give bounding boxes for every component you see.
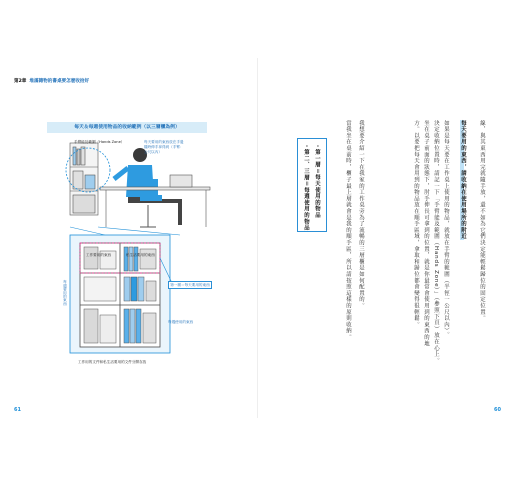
bottom-caption: 工作用的文件和私生活要用的文件分開存放 (78, 360, 147, 364)
page-number-left: 61 (14, 407, 21, 413)
body-column-1: 線，與其東西用完就隨手放，還不如為它們決定能輕鬆歸位的固定位置。 (479, 120, 485, 322)
private-items-label: 私生活要用的東西 (126, 253, 155, 257)
figure-title: 每天＆每週使用物品的收納範例（以三層櫃為例） (47, 122, 207, 133)
section-heading-text: 每天要用的東西，請收納在使用場所的附近 (460, 120, 466, 240)
figure-illustration (30, 135, 220, 375)
body-column-5: 坐在桌子前面的狀態下，肘手伸長可拿到的位置，就是你最常會使用到的東西的地 (423, 120, 429, 347)
page-gutter (257, 58, 258, 418)
chapter-title: 堆滿雜物的書桌要怎麼收拾好 (29, 79, 90, 84)
hands-zone-label: 手臂能及範圍（Hands Zone） (74, 140, 125, 144)
bullet-item-1: ・第一層＝每天使用的物品 (314, 143, 320, 219)
body-column-3: 如果是每天要在工作桌上使用的物品，就放在手臂的範圍（半徑一公尺以內）。 (443, 120, 449, 338)
reach-note-line1: 每天要用的東西放在手邊 (144, 140, 184, 144)
chapter-label: 第2章 (14, 79, 27, 84)
body-column-8: 當我坐在桌前時，櫃子最上層就會是我的順手區，所以請按照這樣的原則收納。 (345, 120, 351, 341)
weekly-side-label: 每週要用的東西 (63, 280, 68, 306)
daily-upper-label: 第一層＝每天要用的東西 (168, 281, 212, 289)
body-column-6: 方。以要把每天會用到的物品放在順手區域，拿取和歸位都會變得很輕鬆。 (413, 120, 419, 328)
bookshelf-illustration (70, 143, 98, 215)
weekly-lower-label: 每週使用的東西 (168, 320, 194, 324)
reach-note-line3: 公尺以內） (144, 150, 162, 154)
reach-note-line2: 隨時伸手拿得到（手臂： (144, 145, 184, 149)
section-heading (460, 120, 466, 375)
bullet-list-box (297, 138, 327, 232)
body-column-7: 我想要介紹一下在我家的工作桌旁為了流暢的三層櫃是如何配置的。 (358, 120, 364, 309)
work-items-label: 工作要用的東西 (86, 253, 112, 257)
right-page (258, 58, 505, 418)
body-column-4: 決定收納位置時，請記一下「手臂能及範圍（Hands Zone）」（參照下頁）放在心上。 (433, 120, 439, 364)
bullet-item-2: ・第二、三層＝每週使用的物品 (303, 143, 309, 232)
running-head (14, 78, 89, 84)
page-number-right: 60 (494, 407, 501, 413)
